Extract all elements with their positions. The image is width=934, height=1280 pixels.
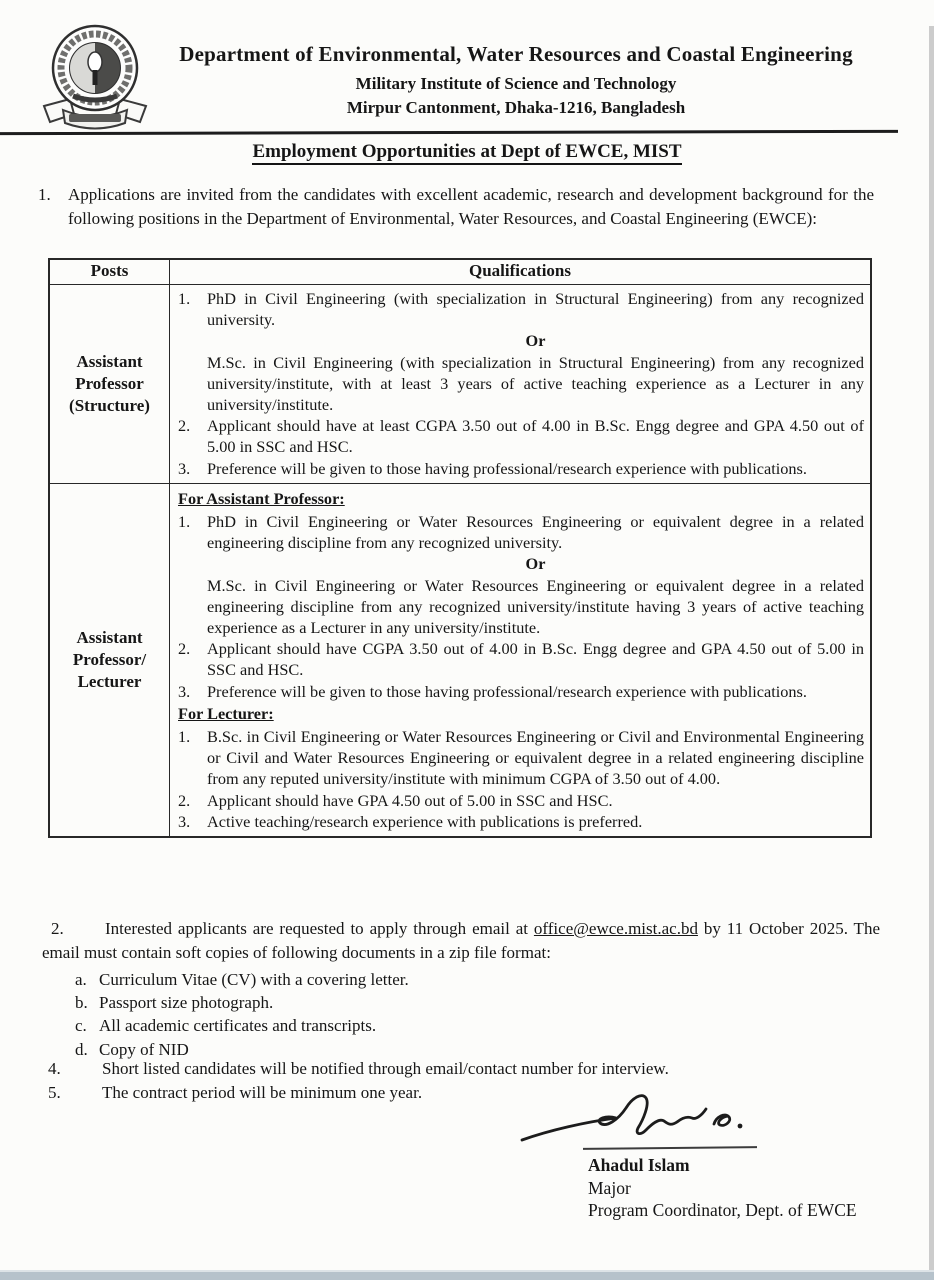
signatory-role: Program Coordinator, Dept. of EWCE — [588, 1200, 857, 1220]
item-text: PhD in Civil Engineering or Water Resources Engineering or equivalent degree in a related engineering discipline from any recognized university. — [207, 512, 864, 553]
scan-edge-right — [929, 26, 934, 1280]
intro-text: Applications are invited from the candidates with excellent academic, research and development background for the following positions in the Department of Environmental, Water Resources, and Coastal Engineering (EWCE): — [68, 185, 874, 228]
list-segment-heading: For Lecturer: — [178, 703, 274, 723]
notice-title: Employment Opportunities at Dept of EWCE, MIST — [0, 141, 934, 163]
post-title: Assistant Professor/ Lecturer — [50, 484, 170, 836]
signatory-name: Ahadul Islam — [588, 1155, 690, 1175]
item-number: 4. — [48, 1059, 61, 1078]
item-text: Preference will be given to those having professional/research experience with publications. — [207, 458, 807, 478]
item-number: 3. — [178, 811, 191, 831]
department-name: Department of Environmental, Water Resources and Coastal Engineering — [179, 42, 853, 66]
item-text: PhD in Civil Engineering (with specialization in Structural Engineering) from any recognized university. — [207, 289, 864, 330]
apply-text-before: Interested applicants are requested to apply through email at — [105, 919, 534, 938]
list-segment-item — [178, 790, 864, 811]
intro-paragraph — [38, 183, 874, 230]
list-segment-para: M.Sc. in Civil Engineering or Water Resources Engineering or equivalent degree in a related engineering discipline from any recognized university/institute having 3 years of active teaching experience as a Lecturer in any university/institute. — [207, 575, 864, 638]
table-row — [50, 483, 870, 836]
apply-paragraph — [42, 917, 880, 965]
list-segment-item — [178, 415, 864, 457]
item-number: 1. — [178, 289, 191, 308]
qualification-list — [170, 484, 870, 836]
list-segment-item — [48, 1057, 878, 1081]
scan-edge-bottom — [0, 1272, 934, 1280]
list-segment-or: Or — [525, 331, 546, 351]
list-segment-item — [178, 726, 864, 790]
signature-underline — [583, 1146, 757, 1150]
item-number: 3. — [178, 458, 191, 478]
post-title: Assistant Professor (Structure) — [50, 285, 170, 483]
list-segment-item — [178, 811, 864, 832]
item-text: Applicant should have CGPA 3.50 out of 4.00 in B.Sc. Engg degree and GPA 4.50 out of 5.00 in SSC and HSC. — [207, 639, 864, 680]
handwritten-signature — [516, 1084, 774, 1148]
item-number: 2. — [178, 416, 191, 436]
signoff-block — [588, 1154, 857, 1222]
column-header-qualifications: Qualifications — [468, 261, 571, 280]
item-number: b. — [75, 993, 88, 1013]
list-segment-item — [178, 511, 864, 553]
item-number: 2. — [51, 919, 64, 938]
table-row — [50, 285, 870, 483]
item-number: 5. — [48, 1082, 61, 1102]
item-text: All academic certificates and transcripts. — [99, 1016, 377, 1036]
item-number: c. — [75, 1016, 87, 1036]
item-text: Preference will be given to those having professional/research experience with publications. — [207, 681, 807, 701]
list-segment-or: Or — [525, 554, 546, 574]
item-text: Short listed candidates will be notified through email/contact number for interview. — [102, 1059, 669, 1078]
item-text: Copy of NID — [99, 1039, 189, 1059]
item-text: The contract period will be minimum one year. — [102, 1082, 423, 1102]
column-header-posts: Posts — [50, 260, 170, 284]
item-number: a. — [75, 970, 87, 989]
item-text: B.Sc. in Civil Engineering or Water Resources Engineering or Civil and Environmental Engineering or Civil and Water Resources Engineering or equivalent degree in a related engineering discipline from any reputed university/institute with minimum CGPA of 3.50 out of 4.00. — [207, 727, 864, 789]
qualifications-table — [48, 258, 872, 838]
item-text: Applicant should have at least CGPA 3.50 out of 4.00 in B.Sc. Engg degree and GPA 4.50 out of 5.00 in SSC and HSC. — [207, 416, 864, 457]
signatory-rank: Major — [588, 1177, 631, 1198]
table-header-row — [50, 260, 870, 285]
item-number: 1. — [178, 512, 191, 532]
list-segment-item — [75, 991, 805, 1014]
item-number: 1. — [178, 727, 191, 747]
list-segment-para: M.Sc. in Civil Engineering (with specialization in Structural Engineering) from any recognized university/institute, with at least 3 years of active teaching experience as a Lecturer in any university/institute. — [207, 352, 864, 415]
list-segment-item — [178, 638, 864, 680]
list-segment-item — [178, 458, 864, 479]
letterhead — [128, 42, 904, 118]
qualification-list — [170, 285, 870, 483]
institute-name: Military Institute of Science and Technology — [355, 74, 677, 93]
item-number: 2. — [178, 639, 191, 659]
item-text: Active teaching/research experience with publications is preferred. — [207, 811, 643, 831]
list-segment-item — [178, 681, 864, 702]
item-number: 2. — [178, 790, 191, 810]
list-segment-item — [178, 288, 864, 330]
required-documents-list — [75, 968, 805, 1061]
item-number: 3. — [178, 681, 191, 701]
item-number: 1. — [38, 185, 51, 204]
item-number: d. — [75, 1039, 88, 1059]
list-segment-item — [75, 968, 805, 991]
list-segment-item — [75, 1014, 805, 1037]
item-text: Applicant should have GPA 4.50 out of 5.00 in SSC and HSC. — [207, 790, 613, 810]
item-text: Passport size photograph. — [99, 993, 274, 1013]
institute-address: Mirpur Cantonment, Dhaka-1216, Bangladesh — [346, 98, 686, 117]
apply-text-after: by 11 October 2025. The email must contain soft copies of following documents in a zip file format: — [42, 919, 880, 962]
item-text: Curriculum Vitae (CV) with a covering letter. — [99, 970, 409, 989]
application-email: office@ewce.mist.ac.bd — [533, 919, 698, 938]
list-segment-heading: For Assistant Professor: — [178, 488, 345, 508]
